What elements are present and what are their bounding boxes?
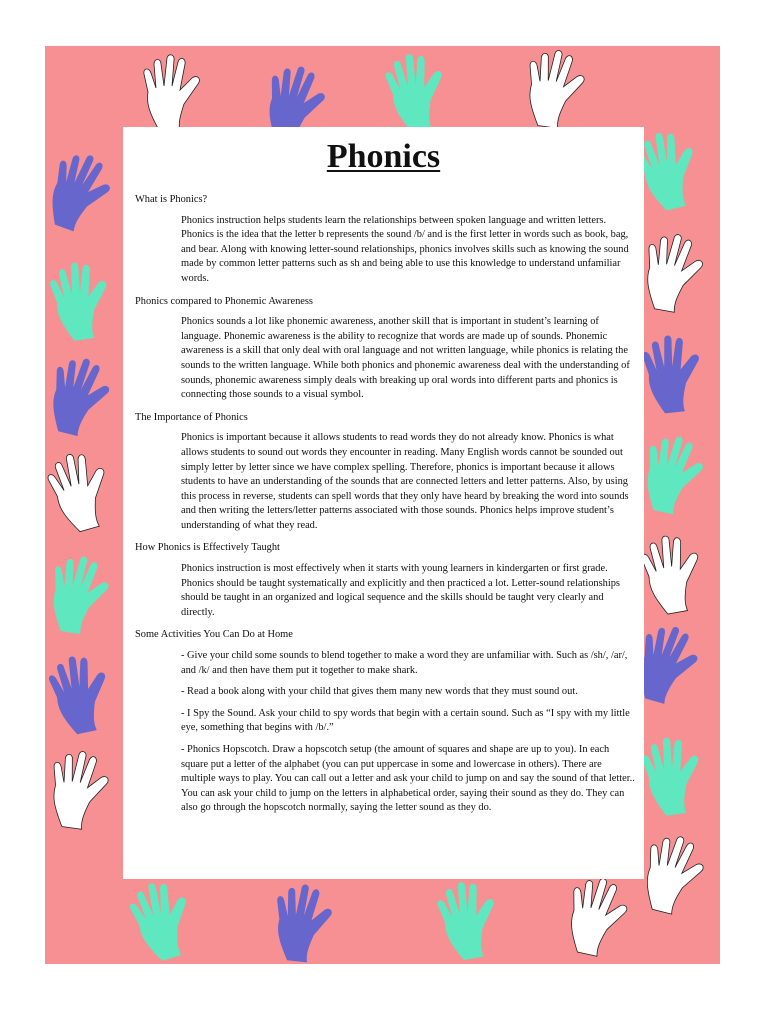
handprint-icon [379,47,462,138]
page-title: Phonics [326,138,441,175]
activity-item: - Read a book along with your child that gives them many new words that they must sound out. [181,686,578,698]
handprint-icon [431,875,514,964]
section-heading: Phonics compared to Phonemic Awareness [135,295,313,307]
handprint-icon [636,732,716,821]
activity-item: - Give your child some sounds to blend together to make a word they are unfamiliar with. Such as /sh/, /ar/, and /k/ and then have them put it together to make shark. [181,650,628,676]
section-paragraph: Phonics instruction is most effectively when it starts with young learners in kindergarten or first grade. Phonics should be taught systematically and explicitly and then practiced a lot. Letter-sound relationships should be taught in an organized and logical sequence and the skills should be taught very clearly and directly. [181,563,620,618]
handprint-icon [518,46,598,134]
handprint-icon [121,872,210,964]
handprint-icon [45,144,129,243]
handprint-icon [45,351,126,446]
handprint-icon [635,529,718,620]
handprint-icon [45,648,127,741]
handprint-icon [635,229,718,320]
section-heading: What is Phonics? [135,194,208,205]
handprint-icon [637,331,715,418]
section-heading: The Importance of Phonics [135,411,248,423]
handprint-icon [45,747,122,836]
handprint-icon [557,872,642,964]
handprint-icon [45,443,129,539]
handprint-icon [267,881,345,964]
handprint-icon [633,430,718,523]
handprint-icon [45,551,123,642]
section-paragraph: Phonics is important because it allows students to read words they do not already know. Phonics is what allows students to sound out words they encounter in reading. Many English words cannot be sounded out simply letter by letter since we have complex spelling. Therefore, phonics is important because it allows students to have an understanding of the sounds that are connected letters and letter patterns. Also, by using this process in reverse, students can spell words that they only have heard by breaking the word into sounds and then writing the letters/letter patterns associated with those sounds. Phonics helps improve student’s understanding of what they read. [181,432,629,531]
section-paragraph: Phonics sounds a lot like phonemic awareness, another skill that is important in student’s learning of language. Phonemic awareness is the ability to recognize that words are made up of sounds. Phonemic awareness is a skill that only deal with oral language and not written language, while phonics is relating the sounds to the written language. While both phonics and phonemic awareness deal with the understanding of sounds, phonemic awareness simply deals with breaking up oral words into different parts and phonics is connecting those sounds to a visual symbol. [181,316,630,401]
handprint-icon [140,54,210,134]
content-panel [123,127,644,879]
section-heading: How Phonics is Effectively Taught [135,542,280,554]
handprint-icon [632,829,719,924]
activity-item: - Phonics Hopscotch. Draw a hopscotch setup (the amount of squares and shape are up to you). In each square put a letter of the alphabet (you can put uppercase in some and lowercase in others). There are multiple ways to play. You can call out a letter and ask your child to jump on and say the sound of that letter.. You can ask your child to jump on the letters in alphabetical order, saying their sound as they do. They can also go through the hopscotch normally, saying the letter sound as they do. [181,744,635,814]
handprint-icon [45,257,124,346]
section-paragraph: Phonics instruction helps students learn the relationships between spoken language and written letters. Phonics is the idea that the letter b represents the sound /b/ and is the first letter in words such as book, bag, and bear. Along with knowing letter-sound relationships, phonics involves skills such as knowing the sound made by common letter patterns such as sh and being able to use this knowledge to understand unfamiliar words. [181,214,629,284]
document-body [135,193,635,823]
activity-item: - I Spy the Sound. Ask your child to spy words that begin with a certain sound. Such as “I spy with my little eye, something that begins with /b/.” [181,707,630,734]
section-heading: Some Activities You Can Do at Home [135,629,293,641]
